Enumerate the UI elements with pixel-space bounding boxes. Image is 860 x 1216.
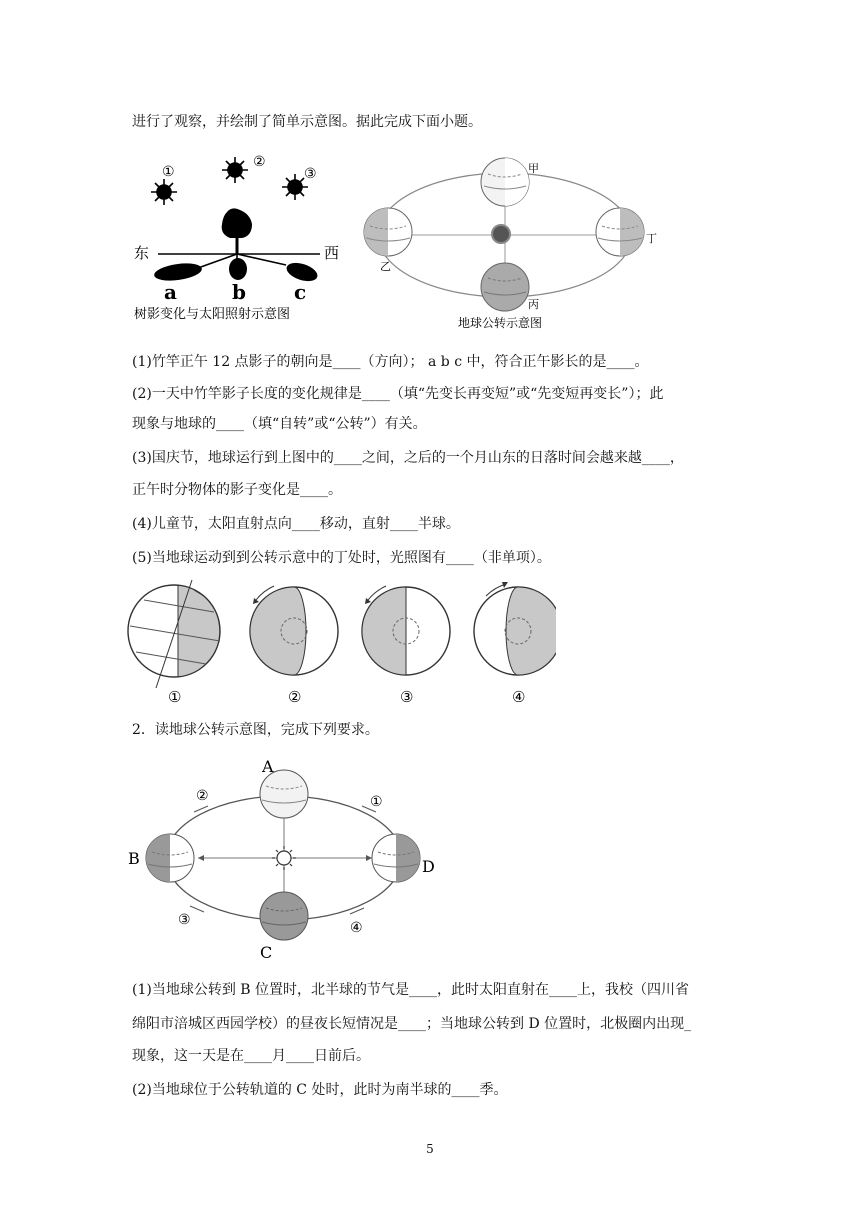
light-diagram-1 <box>128 580 220 688</box>
segment-4: ④ <box>350 920 363 936</box>
q1-part4: (4)儿童节，太阳直射点向____移动，直射____半球。 <box>132 516 460 532</box>
shadow-figure <box>128 150 348 328</box>
segment-2: ② <box>196 788 209 804</box>
q2-part1-line1: (1)当地球公转到 B 位置时，北半球的节气是____，此时太阳直射在____上，我校（四川省 <box>132 982 690 998</box>
shadow-a <box>153 261 203 284</box>
earth-yi <box>364 208 412 256</box>
segment-3: ③ <box>178 912 191 928</box>
q1-part2-line1: (2)一天中竹竿影子长度的变化规律是____（填“先变长再变短”或“先变短再变长”）；此 <box>132 386 664 402</box>
light-diagram-2 <box>250 586 338 675</box>
earth-ding <box>596 208 644 256</box>
earth-bing <box>481 263 529 311</box>
sun-label-2: ② <box>253 154 266 170</box>
position-b: B <box>128 849 140 868</box>
earth-c <box>260 892 308 940</box>
light-diagram-4 <box>474 582 556 675</box>
q1-part3-line2: 正午时分物体的影子变化是____。 <box>132 482 342 498</box>
sun-label-1: ① <box>162 164 175 180</box>
light-diagrams <box>126 578 556 708</box>
segment-1: ① <box>370 794 383 810</box>
q1-part5: (5)当地球运动到到公转示意中的丁处时，光照图有____（非单项）。 <box>132 550 551 566</box>
shadow-label-c: c <box>294 280 307 304</box>
sun-icon <box>151 179 177 205</box>
q2-part2: (2)当地球位于公转轨道的 C 处时，此时为南半球的____季。 <box>132 1082 508 1098</box>
label-ding: 丁 <box>646 232 657 245</box>
tree-crown <box>222 208 252 238</box>
page-number: 5 <box>426 1142 434 1156</box>
light-label-2: ② <box>288 688 302 706</box>
shadow-label-a: a <box>164 280 177 304</box>
earth-b <box>146 834 194 882</box>
shadow-caption: 树影变化与太阳照射示意图 <box>134 307 291 322</box>
earth-a <box>260 770 308 818</box>
label-yi: 乙 <box>380 260 391 273</box>
sun-label-3: ③ <box>304 166 317 182</box>
position-c: C <box>260 943 273 962</box>
q1-part1: (1)竹竿正午 12 点影子的朝向是____（方向）； a b c 中，符合正午影长的是____。 <box>132 354 649 370</box>
q2-title: 2．读地球公转示意图，完成下列要求。 <box>132 722 379 738</box>
position-a: A <box>262 757 274 776</box>
earth-jia <box>481 158 529 206</box>
orbit-caption: 地球公转示意图 <box>458 316 543 330</box>
orbit-figure-2 <box>126 754 446 962</box>
label-bing: 丙 <box>528 298 539 311</box>
earth-d <box>372 834 420 882</box>
light-diagram-3 <box>362 586 450 675</box>
sun-icon <box>492 225 510 243</box>
position-d: D <box>422 857 435 876</box>
q2-part1-line3: 现象，这一天是在____月____日前后。 <box>132 1048 370 1064</box>
light-label-3: ③ <box>400 688 414 706</box>
east-label: 东 <box>134 244 150 262</box>
shadow-label-b: b <box>232 280 246 304</box>
q1-part2-line2: 现象与地球的____（填“自转”或“公转”）有关。 <box>132 416 427 432</box>
intro-text: 进行了观察，并绘制了简单示意图。据此完成下面小题。 <box>132 114 482 130</box>
light-label-1: ① <box>168 688 182 706</box>
orbit-figure-1 <box>360 150 670 332</box>
shadow-b <box>229 258 247 280</box>
sun-icon <box>222 157 248 183</box>
label-jia: 甲 <box>528 162 539 175</box>
light-label-4: ④ <box>512 688 526 706</box>
q1-part3-line1: (3)国庆节，地球运行到上图中的____之间，之后的一个月山东的日落时间会越来越____， <box>132 450 684 466</box>
west-label: 西 <box>324 244 340 262</box>
q2-part1-line2: 绵阳市涪城区西园学校）的昼夜长短情况是____；当地球公转到 D 位置时，北极圈内出现_ <box>132 1016 692 1032</box>
